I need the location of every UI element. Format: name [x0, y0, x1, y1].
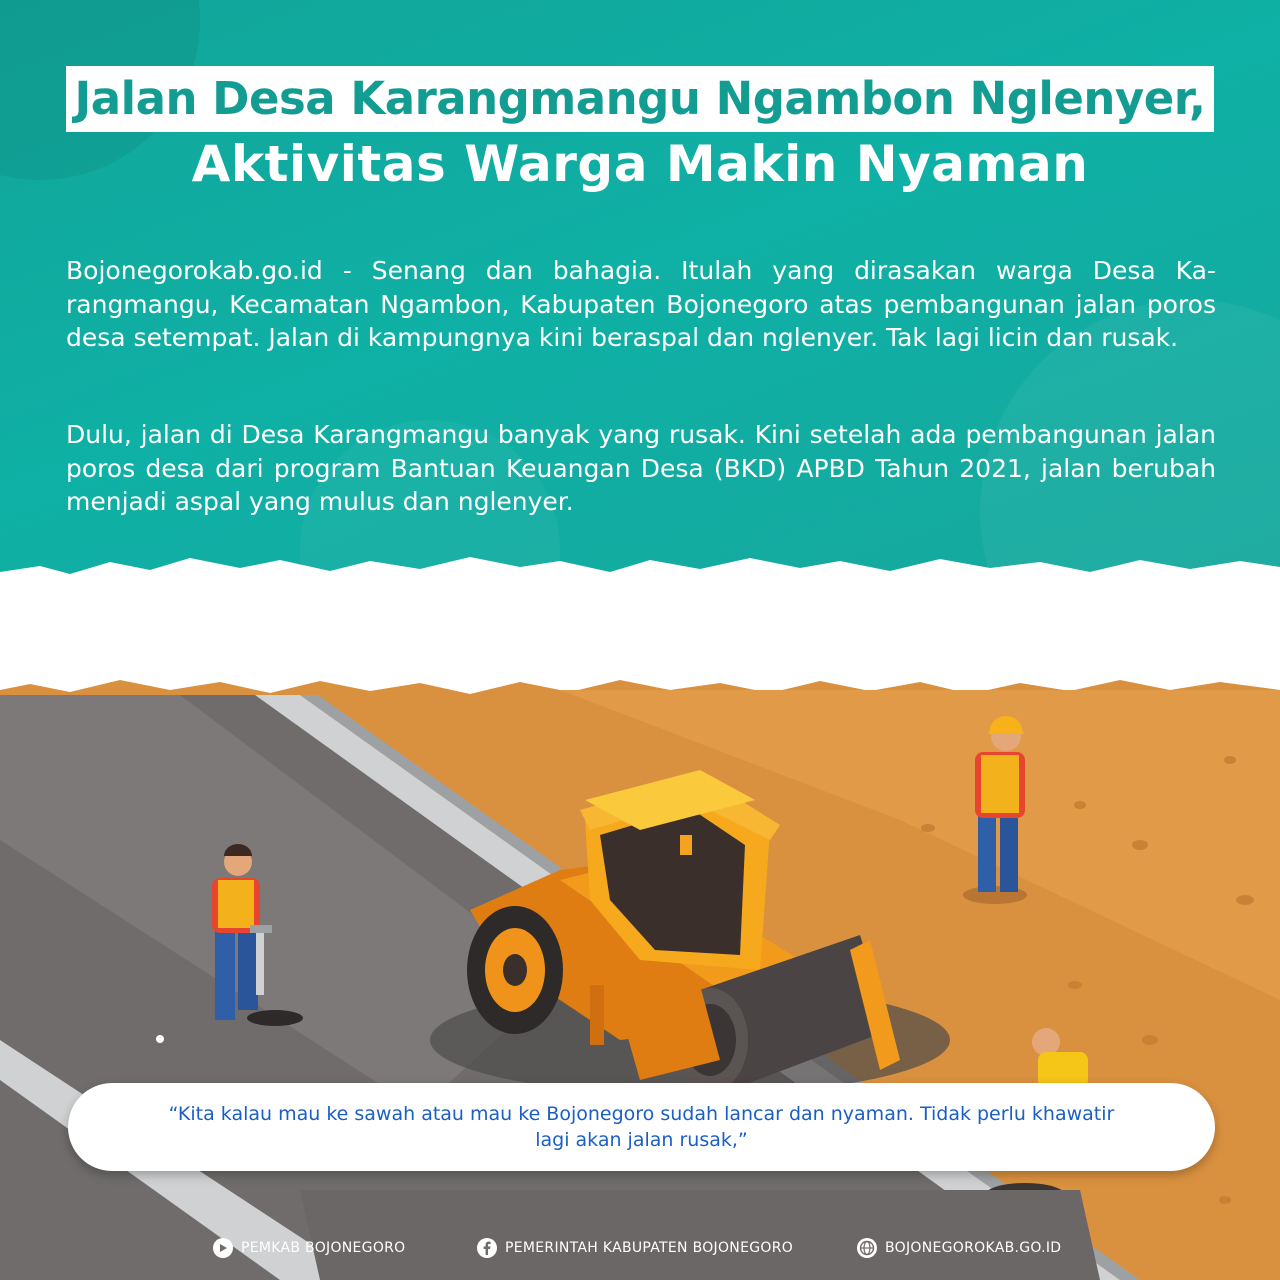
decor-dot: [156, 1035, 164, 1043]
title-line-1: Jalan Desa Karangmangu Ngambon Nglenyer,: [74, 72, 1206, 125]
youtube-icon: [213, 1238, 233, 1258]
title-line-2: Aktivitas Warga Makin Nyaman: [191, 135, 1089, 193]
facebook-icon: [477, 1238, 497, 1258]
article-paragraph-2: Dulu, jalan di Desa Karangmangu banyak yang rusak. Kini setelah ada pembangunan jalan poros desa dari program Bantuan Keuangan Desa (BKD) APBD Tahun 2021, jalan berubah menjadi aspal yang mulus dan nglenyer.: [66, 420, 1216, 516]
footer-youtube-label: PEMKAB BOJONEGORO: [241, 1240, 406, 1256]
torn-paper-edge: [0, 557, 1280, 690]
footer-facebook-link[interactable]: [477, 1236, 793, 1260]
quote-box: [68, 1083, 1215, 1171]
article-paragraph-1: Bojonegorokab.go.id - Senang dan bahagia. Itulah yang dirasakan warga Desa Karangmangu, Kecamatan Ngambon, Kabupaten Bojonegoro atas pembangunan jalan poros desa setempat. Jalan di kampungnya kini beraspal dan nglenyer. Tak lagi licin dan rusak.: [66, 256, 1216, 352]
footer-facebook-label: PEMERINTAH KABUPATEN BOJONEGORO: [505, 1240, 794, 1256]
globe-icon: [857, 1238, 877, 1258]
footer-youtube-link[interactable]: [213, 1236, 406, 1260]
footer-website-link[interactable]: [857, 1236, 1061, 1260]
footer-website-label: BOJONEGOROKAB.GO.ID: [885, 1240, 1062, 1256]
road-bottom-shade: [300, 1190, 1100, 1280]
quote-text: “Kita kalau mau ke sawah atau mau ke Bojonegoro sudah lancar dan nyaman. Tidak perlu khawatir lagi akan jalan rusak,”: [168, 1103, 1115, 1151]
